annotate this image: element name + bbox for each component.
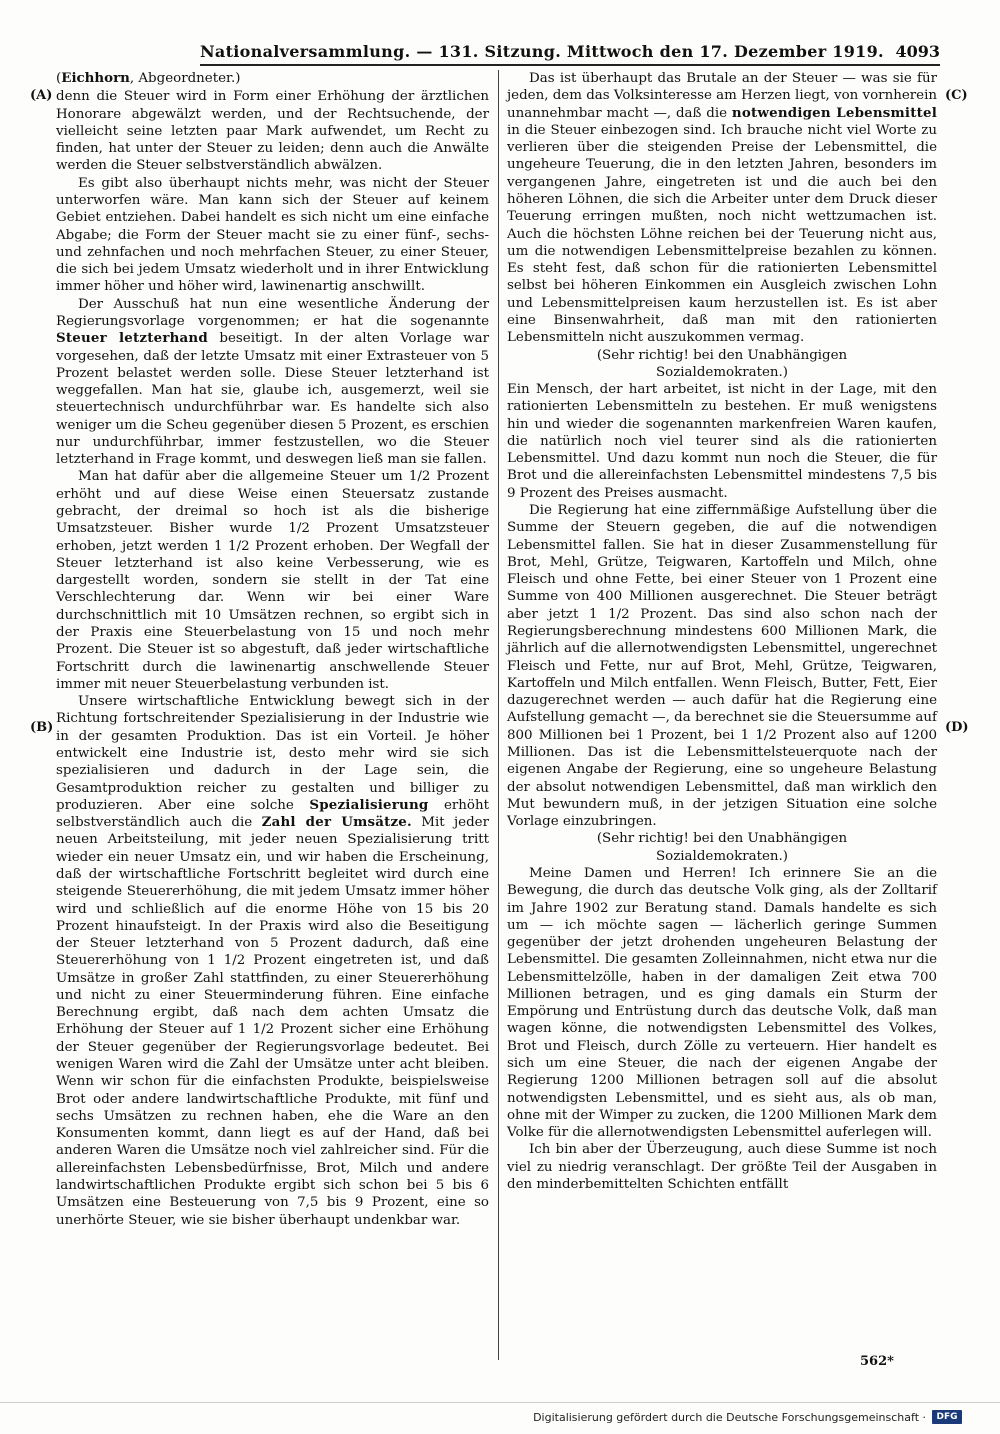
- interjection: (Sehr richtig! bei den Unabhängigen Sozialdemokraten.): [596, 831, 848, 864]
- left-column: [56, 70, 489, 1229]
- column-divider: [498, 70, 499, 1360]
- footer-divider: [0, 1402, 1000, 1403]
- dfg-logo-icon: DFG: [932, 1410, 962, 1424]
- margin-marker-d: (D): [945, 720, 969, 735]
- paragraph: Es gibt also überhaupt nichts mehr, was nicht der Steuer unterworfen wäre. Man kann sich der Steuer auf keinem Gebiet entziehen. Dabei handelt es sich nicht um eine einfache Abgabe; die Form der Steuer macht sie zu einer fünf-, sechs- und zehnfachen und noch mehrfachen Steuer, zu einer Steuer, die sich bei jedem Umsatz wiederholt und in ihrer Entwicklung immer höher und höher wird, lawinenartig anschwillt.: [56, 175, 489, 295]
- paragraph: Meine Damen und Herren! Ich erinnere Sie an die Bewegung, die durch das deutsche Volk ging, als der Zolltarif im Jahre 1902 zur Beratung stand. Damals handelte es sich um — ich möchte sagen — lächerlich geringe Summen gegenüber der jetzt drohenden ungeheuren Belastung der Lebensmittel. Die gesamten Zolleinnahmen, nicht etwa nur die Lebensmittelzölle, haben in der damaligen Zeit etwa 700 Millionen betragen, und es ging damals ein Sturm der Empörung und Entrüstung durch das deutsche Volk, daß man wagen könne, die notwendigsten Lebensmittel des Volkes, Brot und Fleisch, durch Zölle zu verteuern. Hier handelt es sich um eine Steuer, die nach der eigenen Angabe der Regierung 1200 Millionen betragen soll auf die absolut notwendigsten Lebensmittel, und es sieht aus, als ob man, ohne mit der Wimper zu zucken, die 1200 Millionen Mark dem Volke für die allernotwendigsten Lebensmittel auferlegen will.: [507, 865, 937, 1141]
- emphasis: Spezialisierung: [309, 796, 429, 813]
- page-number: 4093: [895, 42, 940, 61]
- margin-marker-b: (B): [30, 720, 54, 735]
- footer: [533, 1410, 962, 1424]
- paragraph: Die Regierung hat eine ziffernmäßige Aufstellung über die Summe der Steuern gegeben, die auf die notwendigen Lebensmittel fallen. Sie hat in dieser Zusammenstellung für Brot, Mehl, Grütze, Teigwaren, Kartoffeln und Milch, ohne Fleisch und ohne Fette, bei einer Steuer von 1 Prozent eine Summe von 400 Millionen ausgerechnet. Die Steuer beträgt aber jetzt 1 1/2 Prozent. Das sind also schon nach der Regierungsberechnung mindestens 600 Millionen Mark, die jährlich auf die allernotwendigsten Lebensmittel, ungerechnet Fleisch und Fette, nur auf Brot, Mehl, Grütze, Teigwaren, Kartoffeln und Milch entfallen. Wenn Fleisch, Butter, Fett, Eier dazugerechnet werden — auch dafür hat die Regierung eine Aufstellung gemacht —, da berechnet sie die Steuersumme auf 800 Millionen bei 1 Prozent, bei 1 1/2 Prozent also auf 1200 Millionen. Das ist die Lebensmittelsteuerquote nach der eigenen Angabe der Regierung, eine so ungeheure Belastung der absolut notwendigen Lebensmittel, daß man wirklich den Mut bewundern muß, in der jetzigen Situation eine solche Vorlage einzubringen.: [507, 503, 937, 830]
- emphasis: notwendigen Lebensmittel: [731, 104, 937, 121]
- margin-marker-a: (A): [30, 88, 53, 103]
- header-title: Nationalversammlung. — 131. Sitzung. Mittwoch den 17. Dezember 1919.: [200, 42, 884, 61]
- speaker-line: (Eichhorn, Abgeordneter.): [56, 70, 241, 86]
- footer-credit: Digitalisierung gefördert durch die Deutsche Forschungsgemeinschaft ·: [533, 1410, 926, 1424]
- emphasis: Zahl der Umsätze.: [261, 814, 412, 831]
- emphasis: Steuer letzterhand: [56, 330, 208, 347]
- page-header: [200, 40, 940, 66]
- right-column: [507, 70, 937, 1193]
- paragraph: Das ist überhaupt das Brutale an der Steuer — was sie für jeden, dem das Volksinteresse am Herzen liegt, von vornherein unannehmbar macht —, daß die notwendigen Lebensmittel in die Steuer einbezogen sind. Ich brauche nicht viel Worte zu verlieren über die steigenden Preise der Lebensmittel, die ungeheure Teuerung, die in den letzten Jahren, besonders im vergangenen Jahre, eingetreten ist und die auch bei den höheren Löhnen, die sich die Arbeiter unter dem Druck dieser Teuerung erringen mußten, noch nicht wettzumachen ist. Auch die höchsten Löhne reichen bei der Teuerung nicht aus, um die notwendigen Lebensmittelpreise bezahlen zu können. Es steht fest, daß schon für die rationierten Lebensmittel selbst bei höheren Einkommen ein Ausgleich zwischen Lohn und Lebensmittelpreisen kaum herzustellen ist. Es ist aber eine Binsenwahrheit, daß man mit den rationierten Lebensmitteln nicht auszukommen vermag.: [507, 71, 937, 346]
- margin-marker-c: (C): [945, 88, 968, 103]
- speaker-role: Abgeordneter.: [138, 71, 236, 86]
- paragraph: denn die Steuer wird in Form einer Erhöhung der ärztlichen Honorare abgewälzt werden, und der Rechtsuchende, der vielleicht seine letzten paar Mark aufwendet, um Recht zu finden, hat unter der Steuer zu leiden; denn auch die Anwälte werden die Steuer selbstverständlich abwälzen.: [56, 89, 489, 174]
- paragraph: Der Ausschuß hat nun eine wesentliche Änderung der Regierungsvorlage vorgenommen; er hat die sogenannte Steuer letzterhand beseitigt. In der alten Vorlage war vorgesehen, daß der letzte Umsatz mit einer Extrasteuer von 5 Prozent belastet werden solle. Diese Steuer letzterhand ist weggefallen. Man hat sie, glaube ich, ausgemerzt, weil sie steuertechnisch undurchführbar war. Es handelte sich also weniger um die Scheu gegenüber diesen 5 Prozent, es erschien nur undurchführbar, immer festzustellen, wo die Steuer letzterhand in Frage kommt, und deswegen ließ man sie fallen.: [56, 296, 489, 468]
- paragraph: Unsere wirtschaftliche Entwicklung bewegt sich in der Richtung fortschreitender Spezialisierung in der Industrie wie in der gesamten Produktion. Das ist ein Vorteil. Je höher entwickelt eine Industrie ist, desto mehr wird sie sich spezialisieren und dadurch in der Lage sein, die Gesamtproduktion reicher zu gestalten und billiger zu produzieren. Aber eine solche Spezialisierung erhöht selbstverständlich auch die Zahl der Umsätze. Mit jeder neuen Arbeitsteilung, mit jeder neuen Spezialisierung tritt wieder ein neuer Umsatz ein, und wir haben die Erscheinung, daß der wirtschaftliche Fortschritt begleitet wird durch eine steigende Steuererhöhung, die mit jedem Umsatz immer höher wird und schließlich auf die enorme Höhe von 15 bis 20 Prozent hinaufsteigt. In der Praxis wird also die Beseitigung der Steuer letzterhand von 5 Prozent dadurch, daß eine Steuererhöhung von 1 1/2 Prozent eingetreten ist, und daß Umsätze in großer Zahl stattfinden, zu einer Steuererhöhung und nicht zu einer Steuerminderung führen. Eine einfache Berechnung ergibt, daß nach dem achten Umsatz die Erhöhung der Steuer auf 1 1/2 Prozent sicher eine Erhöhung der Steuer gegenüber der Regierungsvorlage bedeutet. Bei wenigen Waren wird die Zahl der Umsätze unter acht bleiben. Wenn wir schon für die einfachsten Produkte, beispielsweise Brot oder andere landwirtschaftliche Produkte, mit fünf und sechs Umsätzen zu rechnen haben, ehe die Ware an den Konsumenten kommt, dann liegt es auf der Hand, daß bei anderen Waren die Umsätze noch viel zahlreicher sind. Für die allereinfachsten Lebensbedürfnisse, Brot, Milch und andere landwirtschaftlichen Produkte ergibt sich schon bei 5 bis 6 Umsätzen eine Besteuerung von 7,5 bis 9 Prozent, eine so unerhörte Steuer, wie sie bisher überhaupt undenkbar war.: [56, 694, 490, 1228]
- speaker-name: Eichhorn: [61, 70, 130, 86]
- interjection: (Sehr richtig! bei den Unabhängigen Sozialdemokraten.): [596, 347, 848, 380]
- signature-mark: 562*: [860, 1354, 894, 1369]
- paragraph: Ein Mensch, der hart arbeitet, ist nicht in der Lage, mit den rationierten Lebensmitteln zu bestehen. Er muß wenigstens hin und wieder die sogenannten markenfreien Waren kaufen, die natürlich noch viel teurer sind als die rationierten Lebensmittel. Und dazu kommt nun noch die Steuer, die für Brot und die allereinfachsten Lebensmittel mindestens 7,5 bis 9 Prozent des Preises ausmacht.: [507, 382, 937, 501]
- paragraph: Man hat dafür aber die allgemeine Steuer um 1/2 Prozent erhöht und auf diese Weise einen Steuersatz zustande gebracht, der dreimal so hoch ist als die bisherige Umsatzsteuer. Bisher wurde 1/2 Prozent Umsatzsteuer erhoben, jetzt werden 1 1/2 Prozent erhoben. Der Wegfall der Steuer letzterhand ist also keine Verbesserung, wie es dargestellt worden, sondern sie stellt in der Tat eine Verschlechterung dar. Wenn wir bei einer Ware durchschnittlich mit 10 Umsätzen rechnen, so ergibt sich in der Praxis eine Steuerbelastung von 15 und noch mehr Prozent. Die Steuer ist so abgestuft, daß jeder wirtschaftliche Fortschritt durch die lawinenartig anschwellende Steuer immer mit neuer Steuerbelastung verbunden ist.: [56, 469, 489, 692]
- paragraph: Ich bin aber der Überzeugung, auch diese Summe ist noch viel zu niedrig veranschlagt. Der größte Teil der Ausgaben in den minderbemittelten Schichten entfällt: [507, 1142, 937, 1192]
